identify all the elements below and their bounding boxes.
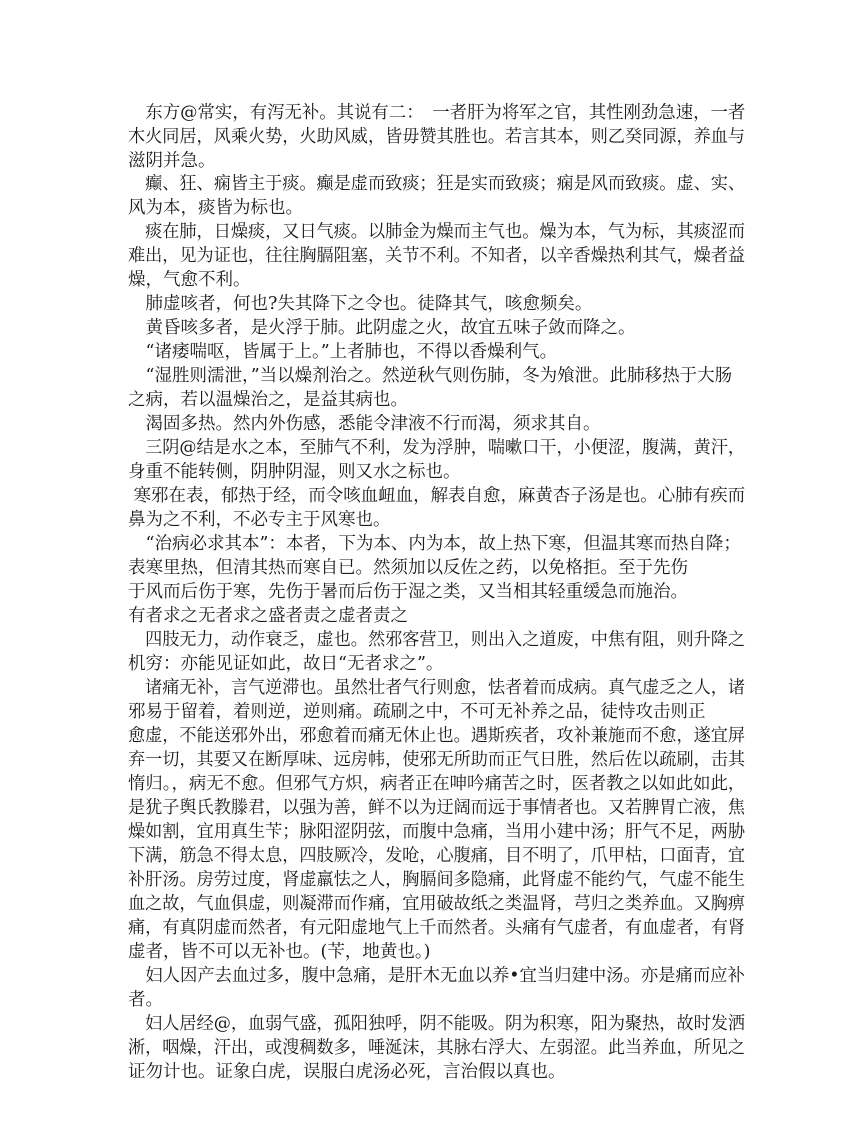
text-line: 是犹子舆氏教滕君，以强为善，鲜不以为迂阔而远于事情者也。又若脾胃亡液，焦 [128,798,745,818]
text-line: 妇人因产去血过多，腹中急痛，是肝木无血以养•宜当归建中汤。亦是痛而应补 [128,966,745,986]
text-line: 诸痛无补，言气逆滞也。虽然壮者气行则愈，怯者着而成病。真气虚乏之人，诸 [128,678,745,698]
text-line: 证勿计也。证象白虎，误服白虎汤必死，言治假以真也。 [128,1062,566,1082]
text-line: 三阴@结是水之本，至肺气不利，发为浮肿，喘嗽口干，小便涩，腹满，黄汗， [128,438,745,458]
text-line: 滋阴并急。 [128,151,216,171]
text-line: 燥如割，宜用真生苄；脉阳涩阴弦，而腹中急痛，当用小建中汤；肝气不足，两胁 [128,822,745,842]
text-line: 风为本，痰皆为标也。 [128,198,303,218]
text-line: “湿胜则濡泄，”当以燥剂治之。然逆秋气则伤肺，冬为飧泄。此肺移热于大肠 [128,366,733,386]
text-line: 四肢无力，动作衰乏，虚也。然邪客营卫，则出入之道废，中焦有阻，则升降之 [128,630,745,650]
text-line: 燥，气愈不利。 [128,270,251,290]
text-line: 癫、狂、痫皆主于痰。癫是虚而致痰；狂是实而致痰；痫是风而致痰。虚、实、 [128,174,745,194]
text-line: 淅，咽燥，汗出，或溲稠数多，唾涎沫，其脉右浮大、左弱涩。此当养血，所见之 [128,1038,745,1058]
text-line: 痛，有真阴虚而然者，有元阳虚地气上千而然者。头痛有气虚者，有血虚者，有肾 [128,918,745,938]
text-line: 妇人居经@，血弱气盛，孤阳独呼，阴不能吸。阴为积寒，阳为聚热，故时发洒 [128,1014,745,1034]
text-line: 表寒里热，但清其热而寒自已。然须加以反佐之药，以免格拒。至于先伤 [128,558,688,578]
text-line: 惰归。，病无不愈。但邪气方炽，病者正在呻吟痛苦之时，医者教之以如此如此， [128,774,746,794]
text-line: 东方@常实，有泻无补。其说有二： 一者肝为将军之官，其性刚劲急速，一者 [128,103,746,123]
text-line: 邪易于留着，着则逆，逆则痛。疏刷之中，不可无补养之品，徒恃攻击则正 [128,702,706,722]
text-line: 愈虚，不能送邪外出，邪愈着而痛无休止也。遇斯疾者，攻补兼施而不愈，遂宜屏 [128,726,745,746]
text-line: 机穷：亦能见证如此，故日“无者求之”。 [128,654,444,674]
text-line: 下满，筋急不得太息，四肢厥冷，发呛，心腹痛，目不明了，爪甲枯，口面青，宜 [128,846,745,866]
text-line: 虚者，皆不可以无补也。(苄，地黄也。) [128,942,431,962]
text-line: “治病必求其本”：本者，下为本、内为本，故上热下寒，但温其寒而热自降； [128,534,741,554]
text-line: 痰在肺，日燥痰，又日气痰。以肺金为燥而主气也。燥为本，气为标，其痰涩而 [128,222,745,242]
text-line: 木火同居，风乘火势，火助风威，皆毋赞其胜也。若言其本，则乙癸同源，养血与 [128,127,745,147]
text-line: 黄昏咳多者，是火浮于肺。此阴虚之火，故宜五味子敛而降之。 [128,318,636,338]
text-line: 补肝汤。房劳过度，肾虚羸怯之人，胸膈间多隐痛，此肾虚不能约气，气虚不能生 [128,870,745,890]
text-line: 寒邪在表，郁热于经，而令咳血衄血，解表自愈，麻黄杏子汤是也。心肺有疾而 [128,486,746,506]
text-line: 于风而后伤于寒，先伤于暑而后伤于湿之类，又当相其轻重缓急而施治。 [128,582,688,602]
text-line: 血之故，气血俱虚，则凝滞而作痛，宜用破故纸之类温肾，芎归之类养血。又胸痹 [128,894,745,914]
text-line: 者。 [128,990,163,1010]
text-line: 难出，见为证也，往往胸膈阻塞，关节不利。不知者，以辛香燥热利其气，燥者益 [128,246,745,266]
text-line: 身重不能转侧，阴肿阴湿，则又水之标也。 [128,462,461,482]
text-line: “诸痿喘呕，皆属于上。”上者肺也，不得以香燥利气。 [128,342,558,362]
text-line: 鼻为之不利，不必专主于风寒也。 [128,510,391,530]
text-line: 之病，若以温燥治之，是益其病也。 [128,390,408,410]
text-line: 弃一切，其要又在断厚味、远房帏，使邪无所助而正气日胜，然后佐以疏刷，击其 [128,750,745,770]
text-line: 渴固多热。然内外伤感，悉能令津液不行而渴，须求其自。 [128,414,601,434]
text-line: 肺虚咳者，何也?失其降下之令也。徒降其气，咳愈频矣。 [128,294,593,314]
section-heading: 有者求之无者求之盛者责之虚者责之 [128,606,408,626]
